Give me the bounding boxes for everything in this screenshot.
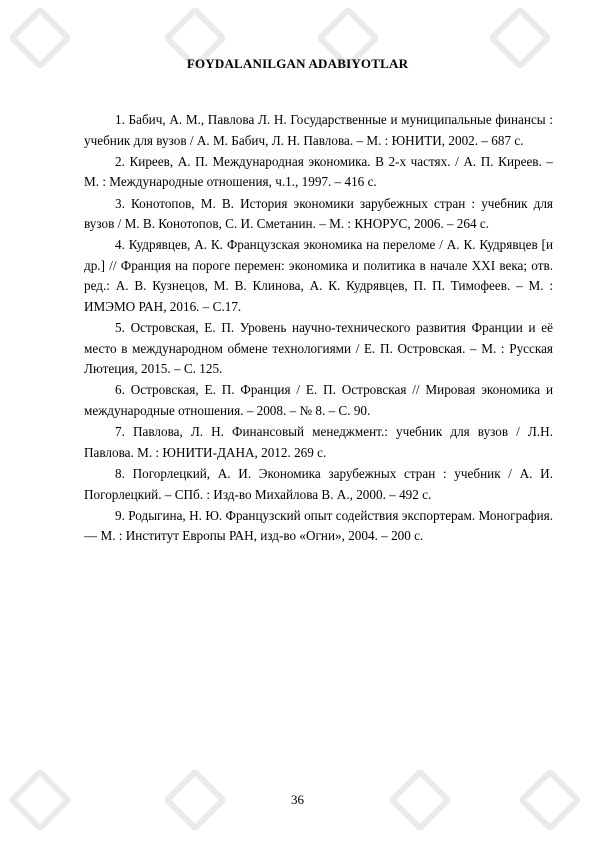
page-title: FOYDALANILGAN ADABIYOTLAR [186,56,409,71]
reference-list [84,110,553,548]
reference-item: 9. Родыгина, Н. Ю. Французский опыт содействия экспортерам. Монография. — М. : Институт Европы РАН, изд-во «Огни», 2004. – 200 с. [84,507,553,544]
reference-item: 7. Павлова, Л. Н. Финансовый менеджмент.: учебник для вузов / Л.Н. Павлова. М. : ЮНИТИ-ДАНА, 2012. 269 с. [84,424,553,460]
reference-item: 3. Конотопов, М. В. История экономики зарубежных стран : учебник для вузов / М. В. Конотопов, С. И. Сметанин. – М. : КНОРУС, 2006. – 264 с. [84,195,553,232]
reference-item: 8. Погорлецкий, А. И. Экономика зарубежных стран : учебник / А. И. Погорлецкий. – СПб. : Изд-во Михайлова В. А., 2000. – 492 с. [84,466,553,502]
page-number: 36 [291,792,304,807]
reference-item: 4. Кудрявцев, А. К. Французская экономика на переломе / А. К. Кудрявцев [и др.] // Франция на пороге перемен: экономика и политика в начале XXI века; отв. ред.: А. В. Кузнецов, М. В. Клинова, А. К. Кудрявцев, П. П. Тимофеев. – М. : ИМЭМО РАН, 2016. – С.17. [84,237,553,314]
reference-item: 2. Киреев, А. П. Международная экономика. В 2-х частях. / А. П. Киреев. – М. : Международные отношения, ч.1., 1997. – 416 с. [84,153,553,190]
reference-item: 1. Бабич, А. М., Павлова Л. Н. Государственные и муниципальные финансы : учебник для вузов / А. М. Бабич, Л. Н. Павлова. – М. : ЮНИТИ, 2002. – 687 с. [84,112,553,148]
reference-item: 6. Островская, Е. П. Франция / Е. П. Островская // Мировая экономика и международные отношения. – 2008. – № 8. – С. 90. [84,382,553,418]
reference-item: 5. Островская, Е. П. Уровень научно-технического развития Франции и её место в международном обмене технологиями / Е. П. Островская. – М. : Русская Лютеция, 2015. – С. 125. [84,320,553,377]
